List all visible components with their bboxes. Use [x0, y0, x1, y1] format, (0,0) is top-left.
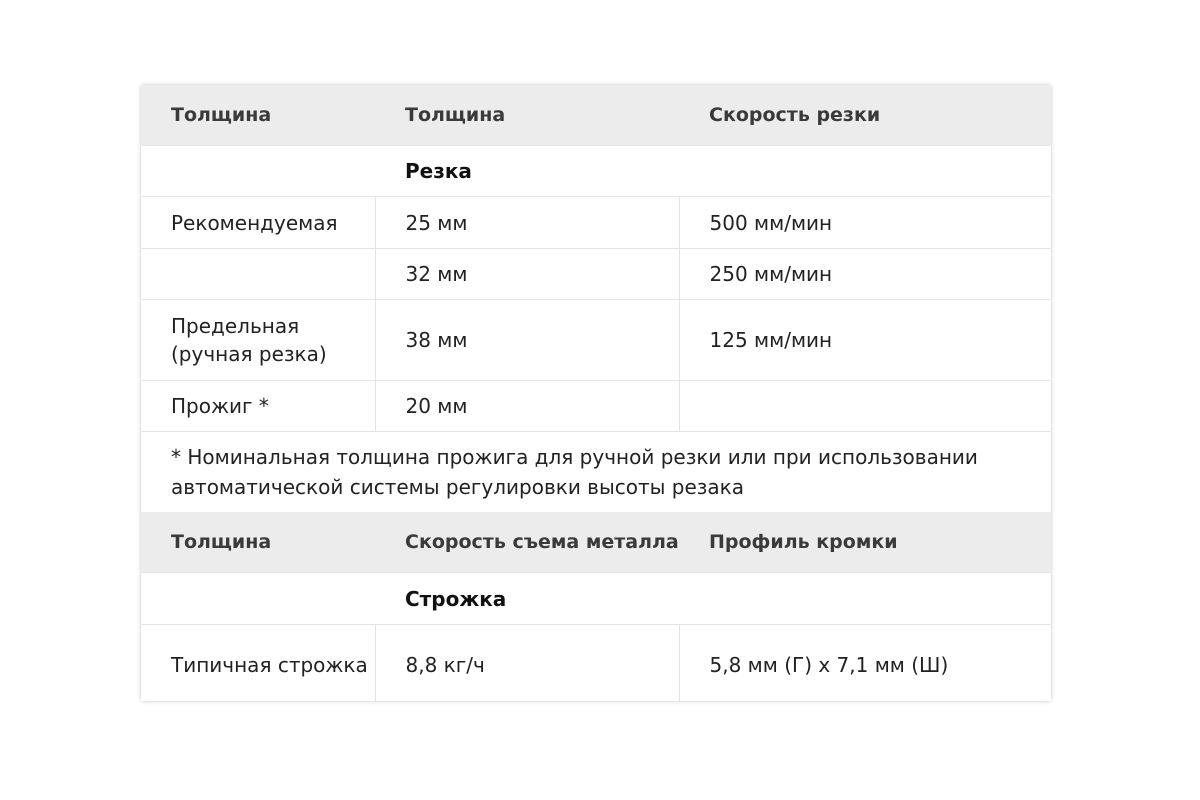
table-row	[141, 197, 1051, 249]
rate-cell: 8,8 кг/ч	[375, 625, 679, 702]
header-cell: Толщина	[141, 512, 375, 573]
header-row-cutting	[141, 85, 1051, 146]
thickness-cell: 38 мм	[375, 300, 679, 381]
table-row	[141, 300, 1051, 381]
section-title: Строжка	[375, 573, 1051, 625]
table-row	[141, 249, 1051, 300]
footnote-row	[141, 432, 1051, 513]
profile-cell: 5,8 мм (Г) x 7,1 мм (Ш)	[679, 625, 1051, 702]
row-label: Прожиг *	[141, 381, 375, 432]
header-cell: Скорость съема металла	[375, 512, 679, 573]
spec-table-card	[141, 85, 1051, 701]
row-label: Типичная строжка	[141, 625, 375, 702]
speed-cell: 250 мм/мин	[679, 249, 1051, 300]
row-label: Рекомендуемая	[141, 197, 375, 249]
empty-cell	[141, 573, 375, 625]
footnote-text: * Номинальная толщина прожига для ручной резки или при использовании автоматической системы регулировки высоты резака	[141, 432, 1051, 513]
section-row-gouging	[141, 573, 1051, 625]
section-title: Резка	[375, 146, 1051, 197]
table-row	[141, 625, 1051, 702]
header-cell: Толщина	[375, 85, 679, 146]
empty-cell	[141, 146, 375, 197]
header-cell: Толщина	[141, 85, 375, 146]
header-cell: Скорость резки	[679, 85, 1051, 146]
speed-cell: 125 мм/мин	[679, 300, 1051, 381]
header-row-gouging	[141, 512, 1051, 573]
speed-cell: 500 мм/мин	[679, 197, 1051, 249]
thickness-cell: 32 мм	[375, 249, 679, 300]
cutting-specs-table	[141, 85, 1051, 701]
speed-cell	[679, 381, 1051, 432]
thickness-cell: 20 мм	[375, 381, 679, 432]
row-label: Предельная (ручная резка)	[141, 300, 375, 381]
table-row	[141, 381, 1051, 432]
header-cell: Профиль кромки	[679, 512, 1051, 573]
thickness-cell: 25 мм	[375, 197, 679, 249]
row-label	[141, 249, 375, 300]
section-row-cutting	[141, 146, 1051, 197]
